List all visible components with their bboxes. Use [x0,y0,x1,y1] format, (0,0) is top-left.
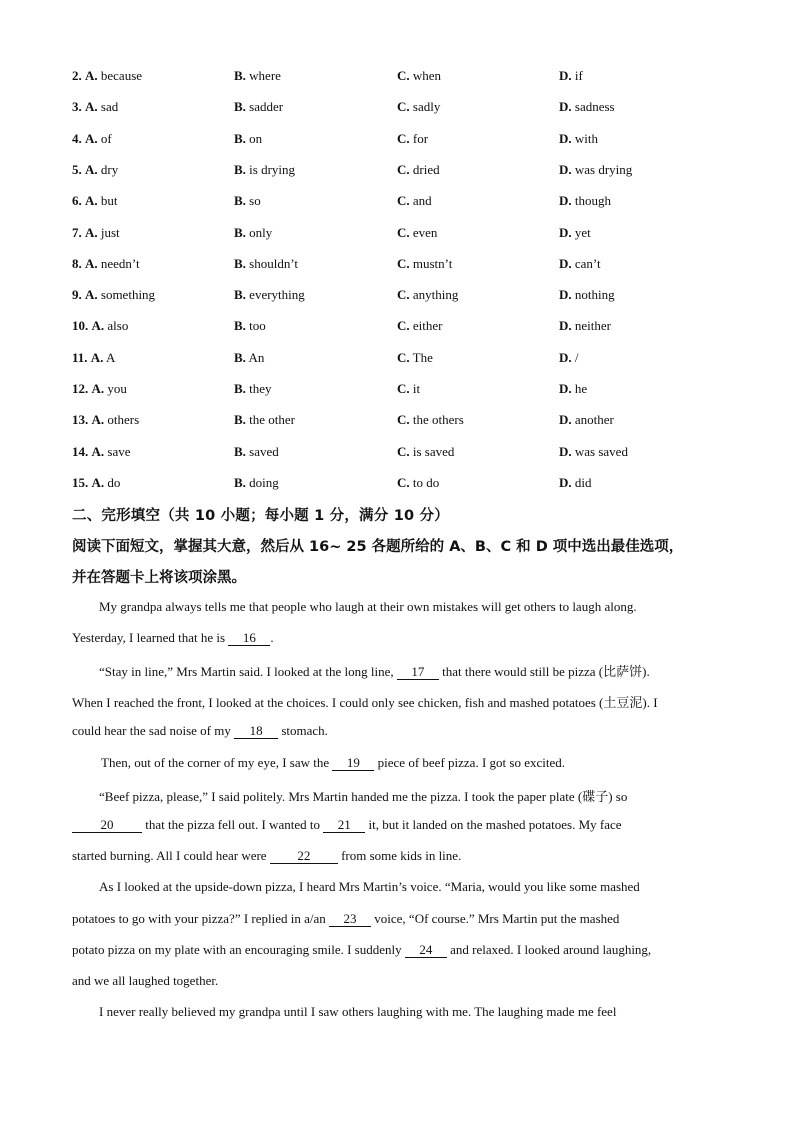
option-choice [234,256,298,272]
option-choice [72,287,155,303]
option-label: D. [559,381,572,396]
option-text: An [248,349,265,365]
option-label: B. [234,255,246,271]
instruction-line-1: 阅读下面短文，掌握其大意，然后从 16~ 25 各题所给的 A、B、C 和 D 项中选出最佳选项， [72,539,684,555]
option-text: can’t [574,255,601,271]
option-label: C. [397,287,410,303]
option-label: D. [559,349,572,365]
option-choice [72,381,127,397]
option-text: they [249,381,272,396]
option-label: B. [234,349,246,365]
option-text: of [100,130,112,146]
option-choice [559,162,632,178]
option-text: did [574,474,592,490]
option-choice [234,225,272,241]
option-text: you [107,381,127,396]
option-choice [397,193,432,209]
option-label: A. [85,161,98,177]
option-text: to do [412,474,440,490]
option-text: sadder [249,99,284,115]
option-label: C. [397,68,410,83]
question-number: 4. [72,130,82,146]
question-number: 15. [72,474,89,490]
option-label: A. [91,474,105,490]
option-label: B. [234,130,246,146]
option-text: also [107,318,129,334]
option-label: B. [234,443,246,459]
option-label: A. [85,287,98,303]
passage-line: When I reached the front, I looked at the choices. I could only see chicken, fish and mashed potatoes (土豆泥). I [72,695,658,710]
option-label: B. [234,474,246,490]
option-text: though [574,193,612,209]
option-choice [234,381,272,397]
blank-16: 16 [228,631,270,646]
option-label: B. [234,412,246,428]
question-number: 7. [72,224,82,240]
option-label: C. [397,412,410,428]
option-text: neither [574,318,611,334]
option-text: sadly [412,99,441,115]
option-label: C. [397,255,410,271]
blank-23: 23 [329,912,371,927]
option-label: A. [85,255,98,271]
option-choice [234,444,279,460]
option-label: A. [90,349,104,365]
option-choice [559,381,587,397]
option-choice [559,412,614,428]
option-choice [234,193,261,209]
option-label: B. [234,287,246,303]
option-label: D. [559,287,572,303]
option-choice [397,318,442,334]
option-choice [72,444,131,460]
option-text: is drying [249,161,296,177]
option-text: and [412,193,432,209]
option-text: for [412,130,429,146]
option-choice [72,475,120,491]
passage-line: potatoes to go with your pizza?” I replied in a/an 23 voice, “Of course.” Mrs Martin put the mashed [72,911,620,926]
option-choice [397,475,439,491]
option-choice [559,99,615,115]
question-number: 8. [72,255,82,271]
option-choice [397,131,428,147]
passage-line: Yesterday, I learned that he is 16 . [72,630,274,645]
option-choice [559,287,615,303]
option-label: A. [85,193,98,209]
blank-24: 24 [405,943,447,958]
option-text: dry [100,161,119,177]
option-text: save [107,443,131,459]
blank-22: 22 [270,849,338,864]
option-label: C. [397,193,410,209]
option-label: D. [559,443,572,459]
option-label: D. [559,193,572,209]
option-choice [397,381,420,397]
option-text: dried [412,161,440,177]
blank-18: 18 [234,724,278,739]
option-choice [72,350,115,366]
option-choice [397,99,440,115]
option-choice [234,162,295,178]
option-text: saved [249,443,279,459]
option-label: A. [91,318,105,334]
option-label: A. [91,412,105,428]
passage-line: “Stay in line,” Mrs Martin said. I looked at the long line, 17 that there would still be pizza (比萨饼). [99,664,650,679]
option-text: because [100,68,143,83]
option-choice [234,287,305,303]
option-text: nothing [574,287,615,303]
option-text: with [574,130,599,146]
option-text: he [574,381,588,396]
option-choice [397,350,433,366]
option-text: The [412,349,433,365]
option-choice [397,256,452,272]
blank-21: 21 [323,818,365,833]
option-label: A. [85,130,98,146]
passage-line: potato pizza on my plate with an encouraging smile. I suddenly 24 and relaxed. I looked around laughing, [72,942,652,957]
option-label: C. [397,443,410,459]
option-text: others [107,412,140,428]
option-text: but [100,193,118,209]
option-label: A. [85,68,98,83]
option-choice [559,256,601,272]
question-number: 12. [72,381,89,396]
option-text: was drying [574,161,633,177]
option-text: another [574,412,614,428]
passage-line: My grandpa always tells me that people who laugh at their own mistakes will get others to laugh along. [99,599,637,614]
option-choice [72,193,118,209]
option-text: everything [249,287,305,303]
option-text: it [412,381,421,396]
passage-line: started burning. All I could hear were 22 from some kids in line. [72,848,462,863]
option-label: C. [397,474,410,490]
instruction-line-2: 并在答题卡上将该项涂黑。 [72,570,246,586]
option-text: just [100,224,120,240]
passage-line: I never really believed my grandpa until I saw others laughing with me. The laughing made me feel [99,1004,617,1019]
option-label: B. [234,381,246,396]
option-label: D. [559,130,572,146]
option-label: D. [559,412,572,428]
option-text: even [412,224,438,240]
question-number: 13. [72,412,89,428]
option-choice [72,162,118,178]
option-choice [397,162,440,178]
question-number: 10. [72,318,89,334]
option-choice [559,193,611,209]
option-choice [234,68,281,84]
option-text: something [100,287,156,303]
option-text: anything [412,287,459,303]
option-label: D. [559,68,572,83]
option-choice [234,350,264,366]
option-text: where [249,68,281,83]
option-choice [72,256,140,272]
option-text: the others [412,412,464,428]
option-label: B. [234,161,246,177]
option-text: / [574,349,579,365]
option-choice [234,412,295,428]
question-number: 14. [72,443,89,459]
option-choice [397,412,464,428]
option-text: A [105,349,116,365]
option-choice [72,225,120,241]
passage-line: 20 that the pizza fell out. I wanted to 21 it, but it landed on the mashed potatoes. My face [72,817,622,833]
blank-17: 17 [397,665,439,680]
question-number: 5. [72,161,82,177]
option-label: B. [234,224,246,240]
option-text: when [412,68,442,83]
option-text: is saved [412,443,455,459]
option-choice [234,99,283,115]
option-choice [559,68,583,84]
option-text: yet [574,224,591,240]
question-number: 2. [72,68,82,83]
passage-line: As I looked at the upside-down pizza, I heard Mrs Martin’s voice. “Maria, would you like some mashed [99,879,640,894]
option-label: D. [559,474,572,490]
option-choice [559,475,592,491]
option-label: C. [397,99,410,115]
option-label: D. [559,224,572,240]
option-label: C. [397,349,410,365]
option-label: B. [234,68,246,83]
option-text: was saved [574,443,628,459]
option-text: either [412,318,443,334]
option-label: B. [234,318,246,334]
option-label: A. [91,443,105,459]
option-label: D. [559,318,572,334]
option-choice [559,350,579,366]
option-choice [72,318,128,334]
option-choice [72,131,112,147]
option-text: doing [249,474,279,490]
option-label: C. [397,381,410,396]
blank-19: 19 [332,756,374,771]
option-text: do [107,474,121,490]
passage-line: could hear the sad noise of my 18 stomach. [72,723,328,738]
option-choice [559,318,611,334]
option-choice [72,68,142,84]
option-label: B. [234,99,246,115]
option-label: A. [85,224,98,240]
passage-line: Then, out of the corner of my eye, I saw the 19 piece of beef pizza. I got so excited. [101,755,565,770]
option-label: C. [397,318,410,334]
option-label: B. [234,193,246,209]
question-number: 3. [72,99,82,115]
option-choice [234,318,266,334]
option-choice [234,131,262,147]
option-text: on [249,130,263,146]
option-text: sad [100,99,119,115]
option-label: A. [85,99,98,115]
option-choice [397,287,458,303]
option-label: C. [397,161,410,177]
passage-line: and we all laughed together. [72,973,219,988]
option-text: only [249,224,273,240]
option-choice [234,475,279,491]
option-choice [397,225,437,241]
option-choice [559,444,628,460]
passage-line: “Beef pizza, please,” I said politely. Mrs Martin handed me the pizza. I took the paper plate (碟子) so [99,789,628,804]
option-choice [397,68,441,84]
option-text: if [574,68,583,83]
option-text: sadness [574,99,615,115]
option-text: mustn’t [412,255,453,271]
option-label: D. [559,255,572,271]
blank-20: 20 [72,818,142,833]
option-choice [559,225,591,241]
section-title: 二、完形填空（共 10 小题；每小题 1 分，满分 10 分） [72,508,449,524]
option-label: A. [91,381,105,396]
option-text: needn’t [100,255,140,271]
option-choice [559,131,598,147]
option-choice [72,99,118,115]
option-text: so [249,193,261,209]
question-number: 6. [72,193,82,209]
option-label: C. [397,224,410,240]
option-label: D. [559,161,572,177]
option-label: D. [559,99,572,115]
option-text: shouldn’t [249,255,299,271]
option-label: C. [397,130,410,146]
option-text: too [249,318,266,334]
question-number: 9. [72,287,82,303]
option-text: the other [249,412,296,428]
question-number: 11. [72,349,88,365]
option-choice [72,412,139,428]
option-choice [397,444,454,460]
